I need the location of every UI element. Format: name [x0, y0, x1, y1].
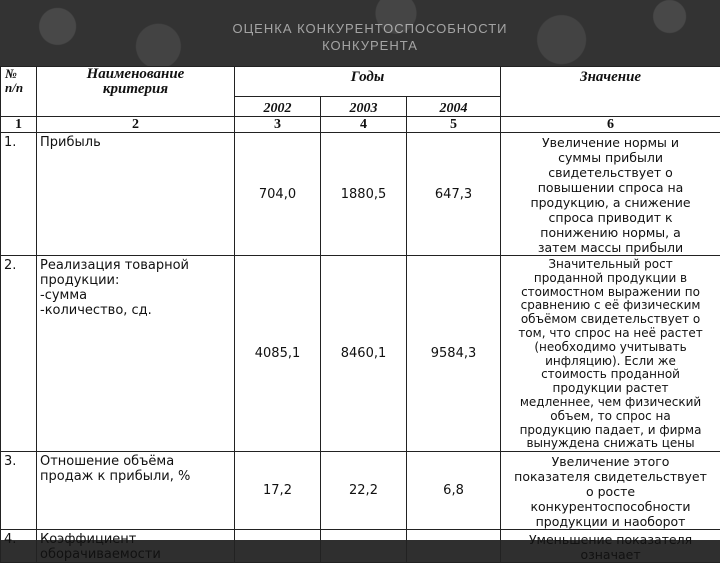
year-2002: 2002	[235, 97, 321, 117]
row-value-2002: 4085,1	[235, 256, 321, 452]
row-value-2003	[321, 530, 407, 563]
document-sheet	[0, 66, 720, 540]
year-2004: 2004	[407, 97, 501, 117]
column-number: 5	[407, 117, 501, 133]
criteria-table	[0, 66, 720, 563]
slide-title-line2: КОНКУРЕНТА	[220, 37, 520, 54]
column-number: 6	[501, 117, 720, 133]
slide-title	[220, 20, 520, 54]
slide-banner	[0, 0, 720, 66]
row-value-2004: 6,8	[407, 452, 501, 530]
column-number: 1	[1, 117, 37, 133]
table-row	[1, 452, 720, 530]
table-row	[1, 133, 720, 256]
table-row	[1, 256, 720, 452]
column-number: 2	[37, 117, 235, 133]
row-criterion-name: Отношение объёма продаж к прибыли, %	[37, 452, 235, 530]
header-row	[1, 67, 720, 97]
column-number-row	[1, 117, 720, 133]
row-index: 3.	[1, 452, 37, 530]
row-meaning: Увеличение этого показателя свидетельствует о росте конкурентоспособности продукции и наоборот	[501, 452, 720, 530]
slide-title-line1: ОЦЕНКА КОНКУРЕНТОСПОСОБНОСТИ	[220, 20, 520, 37]
row-value-2002	[235, 530, 321, 563]
row-value-2002: 704,0	[235, 133, 321, 256]
row-value-2003: 1880,5	[321, 133, 407, 256]
row-meaning: Увеличение нормы и суммы прибыли свидетельствует о повышении спроса на продукцию, а снижение спроса приводит к понижению нормы, а затем массы прибыли	[501, 133, 720, 256]
row-index: 4.	[1, 530, 37, 563]
header-meaning: Значение	[501, 67, 720, 117]
row-criterion-name: Коэффициент оборачиваемости	[37, 530, 235, 563]
table-row	[1, 530, 720, 563]
row-index: 1.	[1, 133, 37, 256]
header-years: Годы	[235, 67, 501, 97]
row-criterion-name: Реализация товарной продукции: -сумма -количество, сд.	[37, 256, 235, 452]
row-value-2002: 17,2	[235, 452, 321, 530]
row-index: 2.	[1, 256, 37, 452]
row-value-2004: 647,3	[407, 133, 501, 256]
header-number: № п/п	[1, 67, 37, 117]
row-value-2003: 22,2	[321, 452, 407, 530]
year-2003: 2003	[321, 97, 407, 117]
row-meaning: Значительный рост проданной продукции в стоимостном выражении по сравнению с её физическим объёмом свидетельствует о том, что спрос на неё растет (необходимо учитывать инфляцию). Если же стоимость проданной продукции растет медленнее, чем физический объем, то спрос на продукцию падает, и фирма вынуждена снижать цены	[501, 256, 720, 452]
row-value-2004: 9584,3	[407, 256, 501, 452]
column-number: 4	[321, 117, 407, 133]
row-criterion-name: Прибыль	[37, 133, 235, 256]
column-number: 3	[235, 117, 321, 133]
header-criterion: Наименование критерия	[37, 67, 235, 117]
row-value-2003: 8460,1	[321, 256, 407, 452]
row-meaning: Уменьшение показателя означает	[501, 530, 720, 563]
row-value-2004	[407, 530, 501, 563]
